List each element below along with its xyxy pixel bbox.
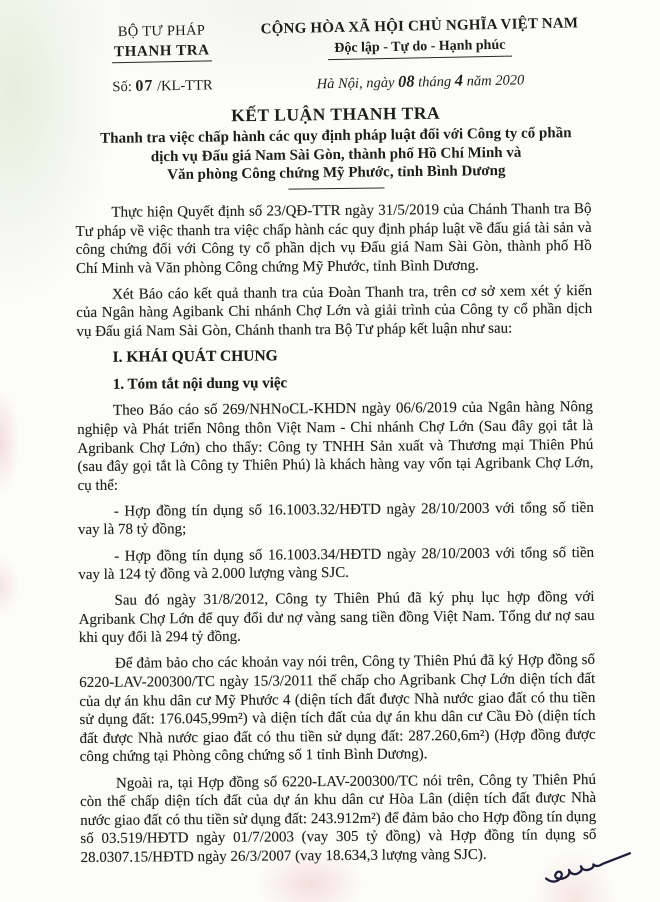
document-number-label: Số: [112,78,132,96]
document-number-suffix: /KL-TTR [156,77,213,95]
issuing-agency-block [77,22,246,98]
section-heading-1: I. KHÁI QUÁT CHUNG [112,347,278,366]
inspectorate-name [78,41,246,64]
document-number [78,76,246,97]
paragraph-8: Ngoài ra, tại Hợp đồng số 6220-LAV-200300/TC nói trên, Công ty Thiên Phú còn thế chấp diện tích đất của dự án khu dân cư Hòa Lân (diện tích đất được Nhà nước giao đất có thu tiền sử dụng đất: 243.912m²) để đảm bảo cho Hợp đồng tín dụng số 03.519/HĐTD ngày 01/7/2003 (vay 305 tỷ đồng) và Hợp đồng tín dụng số 28.0307.15/HĐTD ngày 26/3/2007 (vay 18.634,3 lượng vàng SJC). [80,770,597,866]
paragraph-4: - Hợp đồng tín dụng số 16.1003.32/HĐTD ngày 28/10/2003 với tổng số tiền vay là 78 tỷ đồng; [77,499,594,538]
document-subtitle-line-2: dịch vụ Đấu giá Nam Sài Gòn, thành phố Hồ Chí Minh và [150,144,522,165]
date-mid: tháng [418,73,452,91]
paragraph-7: Để đảm bảo cho các khoản vay nói trên, Công ty Thiên Phú đã ký Hợp đồng số 6220-LAV-200300/TC ngày 15/3/2011 thế chấp cho Agribank Chợ Lớn diện tích đất của dự án khu dân cư Mỹ Phước 4 (diện tích đất được Nhà nước giao đất có thu tiền sử dụng đất: 176.045,99m²) và diện tích đất của dự án khu dân cư Cầu Đò (diện tích đất được Nhà nước giao đất có thu tiền sử dụng đất: 287.260,6m²) (Hợp đồng được công chứng tại Phòng công chứng số 1 tỉnh Bình Dương). [79,651,596,765]
section-heading-2: 1. Tóm tắt nội dung vụ việc [112,374,288,392]
inspectorate-name-text: THANH TRA [112,42,212,63]
document-number-value: 07 [135,77,154,95]
paragraph-2: Xét Báo cáo kết quả thanh tra của Đoàn Thanh tra, trên cơ sở xem xét ý kiến của Ngân hàng Agibank Chi nhánh Chợ Lớn và giải trình của Công ty cổ phần dịch vụ Đấu giá Nam Sài Gòn, Chánh thanh tra Bộ Tư pháp kết luận như sau: [76,282,593,340]
document-subtitle-line-1: Thanh tra việc chấp hành các quy định pháp luật đối với Công ty cổ phần [100,125,572,147]
agency-name: BỘ TƯ PHÁP [117,22,206,41]
title-block [78,101,595,192]
document-subtitle-line-3: Văn phòng Công chứng Mỹ Phước, tỉnh Bình Dương [167,162,506,184]
date-day: 08 [397,71,415,91]
date-year: năm 2020 [466,72,525,90]
document-body [75,199,596,867]
national-title: CỘNG HÒA XÃ HỘI CHỦ NGHĨA VIỆT NAM [260,15,579,38]
paragraph-6: Sau đó ngày 31/8/2012, Công ty Thiên Phú đã ký phụ lục hợp đồng với Agribank Chợ Lớn để quy đổi dư nợ vàng sang tiền đồng Việt Nam. Tổng dư nợ sau khi quy đổi là 294 tỷ đồng. [78,588,595,646]
handwritten-signature-icon [540,849,636,889]
national-motto [246,34,594,62]
document-header [77,15,594,98]
paragraph-5: - Hợp đồng tín dụng số 16.1003.34/HĐTD ngày 28/10/2003 với tổng số tiền vay là 124 tỷ đồng và 2.000 lượng vàng SJC. [78,543,595,583]
national-header-block [245,15,594,95]
title-divider [289,187,385,189]
paragraph-3: Theo Báo cáo số 269/NHNoCL-KHDN ngày 06/6/2019 của Ngân hàng Nông nghiệp và Phát triển Nông thôn Việt Nam - Chi nhánh Chợ Lớn (Sau đây gọi tắt là Agribank Chợ Lớn) cho thấy: Công ty TNHH Sản xuất và Thương mại Thiên Phú (sau đây gọi tắt là Công ty Thiên Phú) là khách hàng vay vốn tại Agribank Chợ Lớn, cụ thể: [77,398,594,494]
national-motto-text: Độc lập - Tự do - Hạnh phúc [328,38,511,61]
document-title: KẾT LUẬN THANH TRA [231,102,441,126]
date-place-prefix: Hà Nội, ngày [316,74,395,93]
date-line [246,68,594,95]
date-month: 4 [454,70,464,90]
paragraph-1: Thực hiện Quyết định số 23/QĐ-TTR ngày 31/5/2019 của Chánh Thanh tra Bộ Tư pháp về việc thanh tra việc chấp hành các quy định pháp luật về đấu giá tài sản và công chứng đối với Công ty cổ phần dịch vụ Đấu giá Nam Sài Gòn, thành phố Hồ Chí Minh và Văn phòng Công chứng Mỹ Phước, tỉnh Bình Dương. [75,200,592,277]
